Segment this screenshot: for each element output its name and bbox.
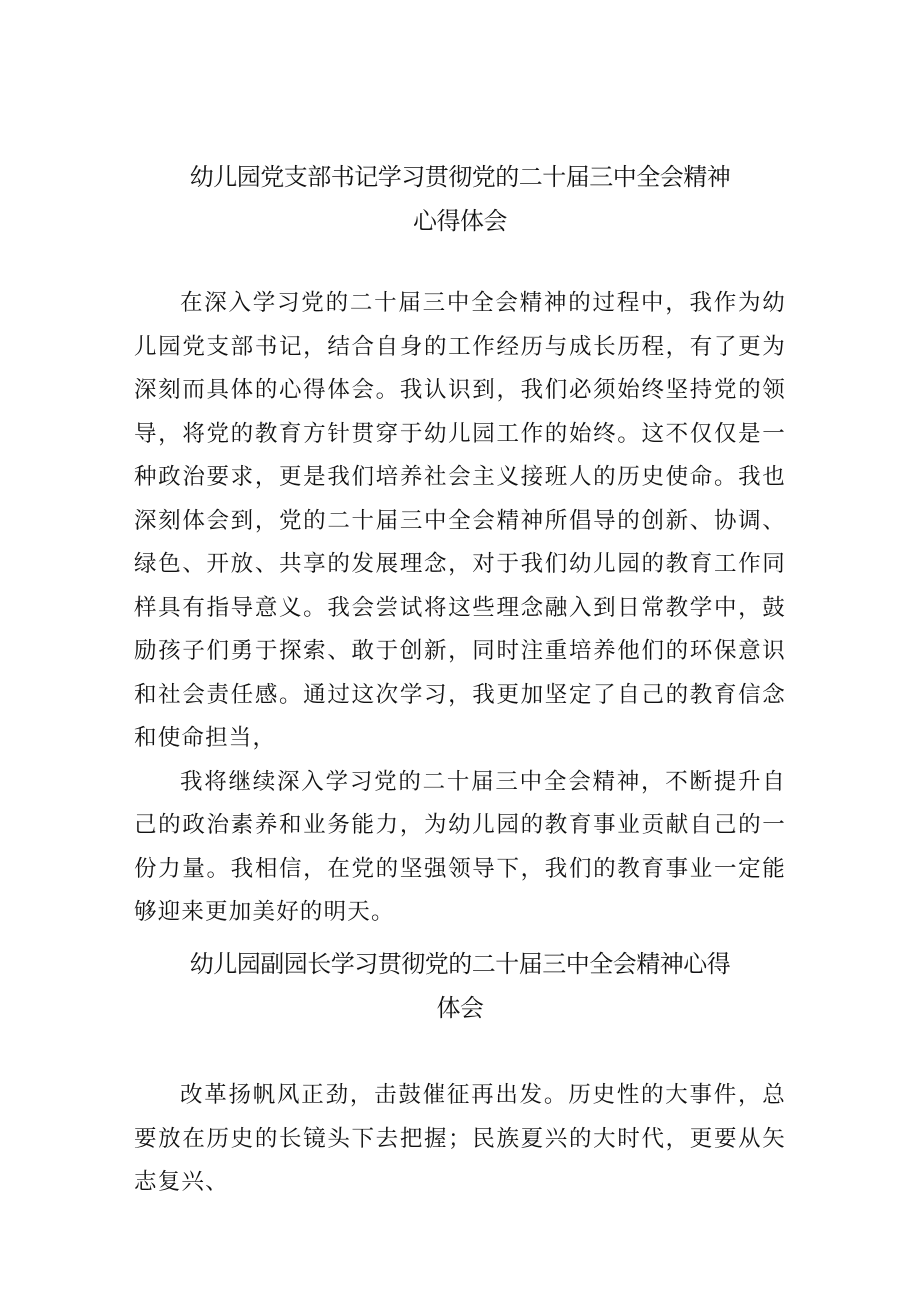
- section1-paragraph-2: 我将继续深入学习党的二十届三中全会精神，不断提升自己的政治素养和业务能力，为幼儿园的教育事业贡献自己的一份力量。我相信，在党的坚强领导下，我们的教育事业一定能够迎来更加美好的明天。: [134, 768, 786, 925]
- section1-title: [134, 155, 786, 243]
- section2-title: [134, 942, 786, 1030]
- section1-title-line2: 心得体会: [413, 207, 507, 235]
- section1-title-line1: 幼儿园党支部书记学习贯彻党的二十届三中全会精神: [189, 163, 731, 191]
- section2-paragraph-1: 改革扬帆风正劲，击鼓催征再出发。历史性的大事件，总要放在历史的长镜头下去把握；民族夏兴的大时代，更要从矢志复兴、: [134, 1082, 786, 1195]
- section2-body: [134, 1074, 786, 1205]
- section2-title-line2: 体会: [436, 994, 484, 1022]
- section1-paragraph-1: 在深入学习党的二十届三中全会精神的过程中，我作为幼儿园党支部书记，结合自身的工作经历与成长历程，有了更为深刻而具体的心得体会。我认识到，我们必须始终坚持党的领导，将党的教育方针贯穿于幼儿园工作的始终。这不仅仅是一种政治要求，更是我们培养社会主义接班人的历史使命。我也深刻体会到，党的二十届三中全会精神所倡导的创新、协调、绿色、开放、共享的发展理念，对于我们幼儿园的教育工作同样具有指导意义。我会尝试将这些理念融入到日常教学中，鼓励孩子们勇于探索、敢于创新，同时注重培养他们的环保意识和社会责任感。通过这次学习，我更加坚定了自己的教育信念和使命担当，: [134, 290, 786, 751]
- section2-title-line1: 幼儿园副园长学习贯彻党的二十届三中全会精神心得: [189, 950, 731, 978]
- section1-body: [134, 282, 786, 935]
